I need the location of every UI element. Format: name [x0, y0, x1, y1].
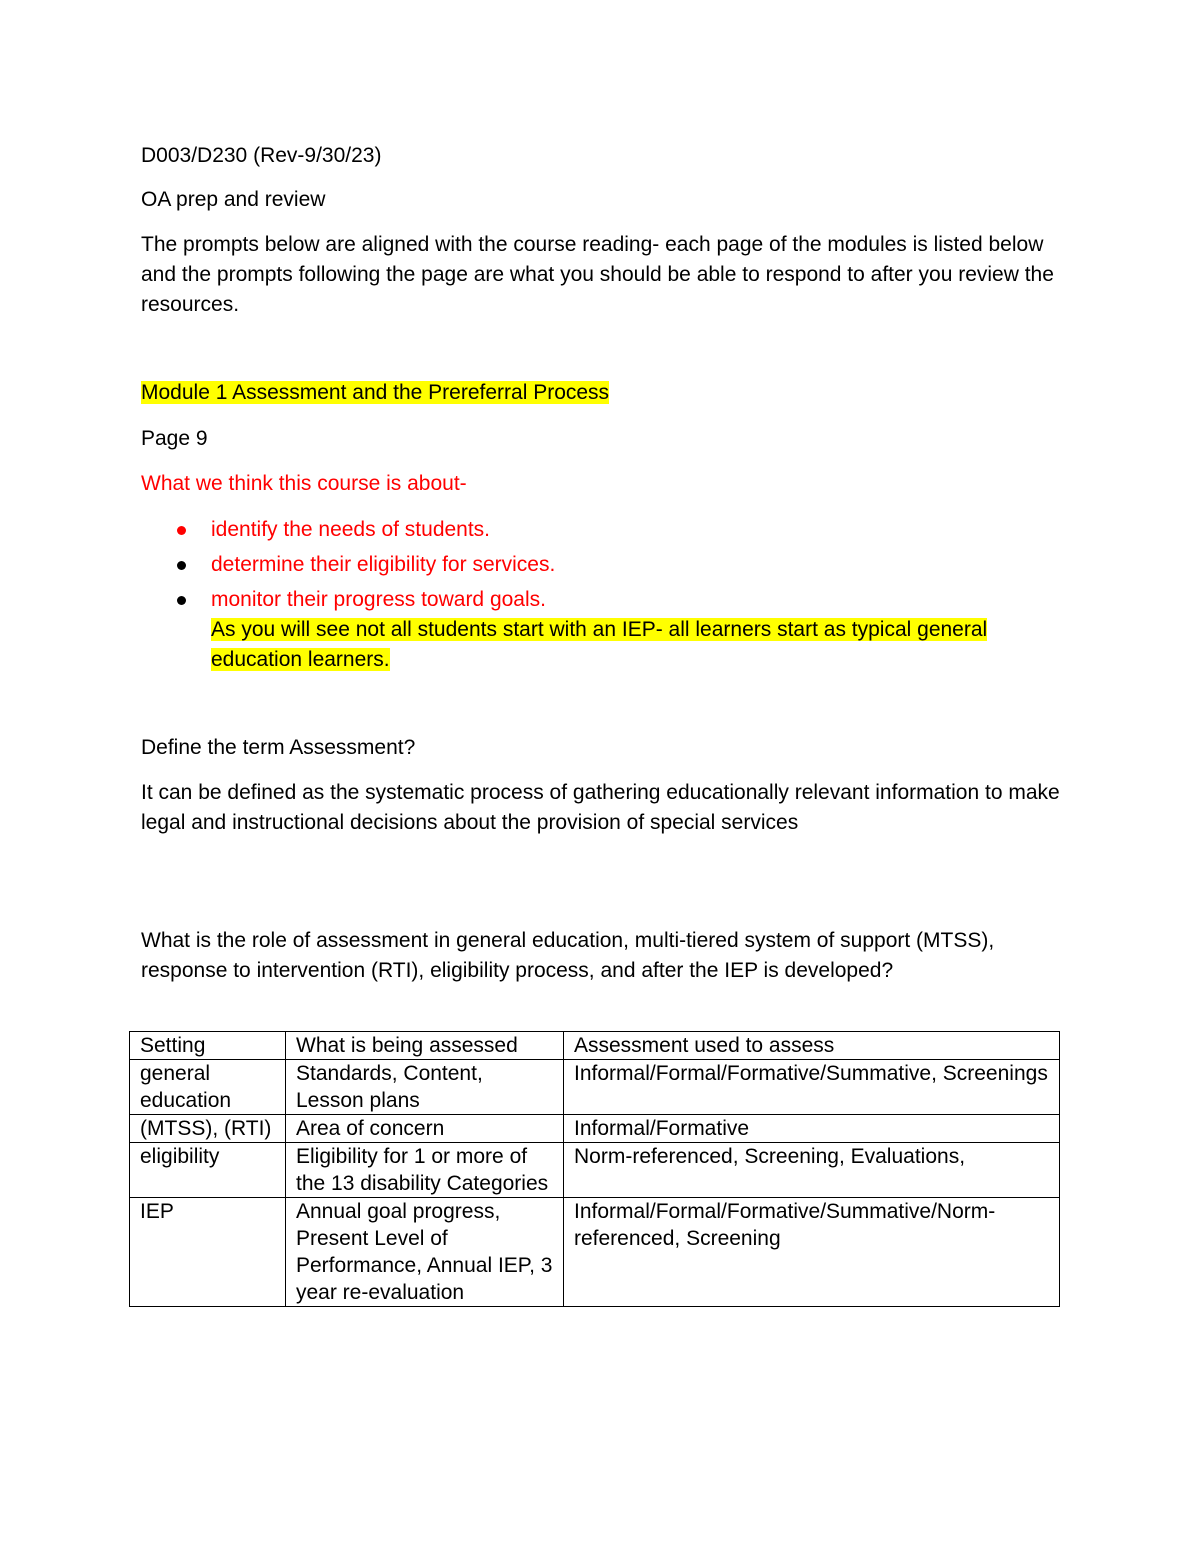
- question-define-assessment: Define the term Assessment?: [141, 736, 416, 759]
- about-bullet-list: [141, 515, 1041, 675]
- course-code: D003/D230 (Rev-9/30/23): [141, 144, 382, 167]
- header-setting: Setting: [130, 1032, 286, 1060]
- table-cell: general education: [130, 1060, 286, 1115]
- list-item: [141, 550, 1041, 580]
- list-item: [141, 585, 1041, 675]
- header-assessment-used: Assessment used to assess: [564, 1032, 1060, 1060]
- highlighted-note: As you will see not all students start with an IEP- all learners start as typical general education learners.: [211, 618, 988, 671]
- table-cell: (MTSS), (RTI): [130, 1115, 286, 1143]
- document-subtitle: OA prep and review: [141, 188, 326, 211]
- table-cell: Informal/Formative: [564, 1115, 1060, 1143]
- table-row: [130, 1143, 1060, 1198]
- about-heading: What we think this course is about-: [141, 472, 467, 495]
- bullet-icon: [177, 561, 186, 570]
- table-row: [130, 1115, 1060, 1143]
- assessment-table: [129, 1031, 1060, 1307]
- highlighted-note-wrapper: [211, 615, 1041, 675]
- table-row: [130, 1060, 1060, 1115]
- table-cell: Eligibility for 1 or more of the 13 disability Categories: [286, 1143, 564, 1198]
- table-cell: Annual goal progress, Present Level of Performance, Annual IEP, 3 year re-evaluation: [286, 1198, 564, 1307]
- table-cell: Norm-referenced, Screening, Evaluations,: [564, 1143, 1060, 1198]
- module-title-line: [141, 378, 1066, 408]
- table-cell: IEP: [130, 1198, 286, 1307]
- table-cell: Informal/Formal/Formative/Summative, Screenings: [564, 1060, 1060, 1115]
- header-what-assessed: What is being assessed: [286, 1032, 564, 1060]
- bullet-text: identify the needs of students.: [211, 518, 491, 541]
- module-title: Module 1 Assessment and the Prereferral Process: [141, 381, 610, 404]
- table-cell: Area of concern: [286, 1115, 564, 1143]
- list-item: [141, 515, 1041, 545]
- table-cell: Standards, Content, Lesson plans: [286, 1060, 564, 1115]
- table-cell: eligibility: [130, 1143, 286, 1198]
- page-reference: Page 9: [141, 427, 208, 450]
- bullet-icon: [177, 596, 186, 605]
- bullet-text: determine their eligibility for services.: [211, 553, 556, 576]
- table-header-row: [130, 1032, 1060, 1060]
- answer-define-assessment: It can be defined as the systematic process of gathering educationally relevant information to make legal and instructional decisions about the provision of special services: [141, 781, 1060, 834]
- table-cell: Informal/Formal/Formative/Summative/Norm-referenced, Screening: [564, 1198, 1060, 1307]
- bullet-text: monitor their progress toward goals.: [211, 588, 546, 611]
- intro-paragraph: The prompts below are aligned with the course reading- each page of the modules is listed below and the prompts following the page are what you should be able to respond to after you review the resources.: [141, 233, 1054, 316]
- question-role-of-assessment: What is the role of assessment in general education, multi-tiered system of support (MTSS), response to intervention (RTI), eligibility process, and after the IEP is developed?: [141, 929, 995, 982]
- table-row: [130, 1198, 1060, 1307]
- bullet-icon: [177, 526, 186, 535]
